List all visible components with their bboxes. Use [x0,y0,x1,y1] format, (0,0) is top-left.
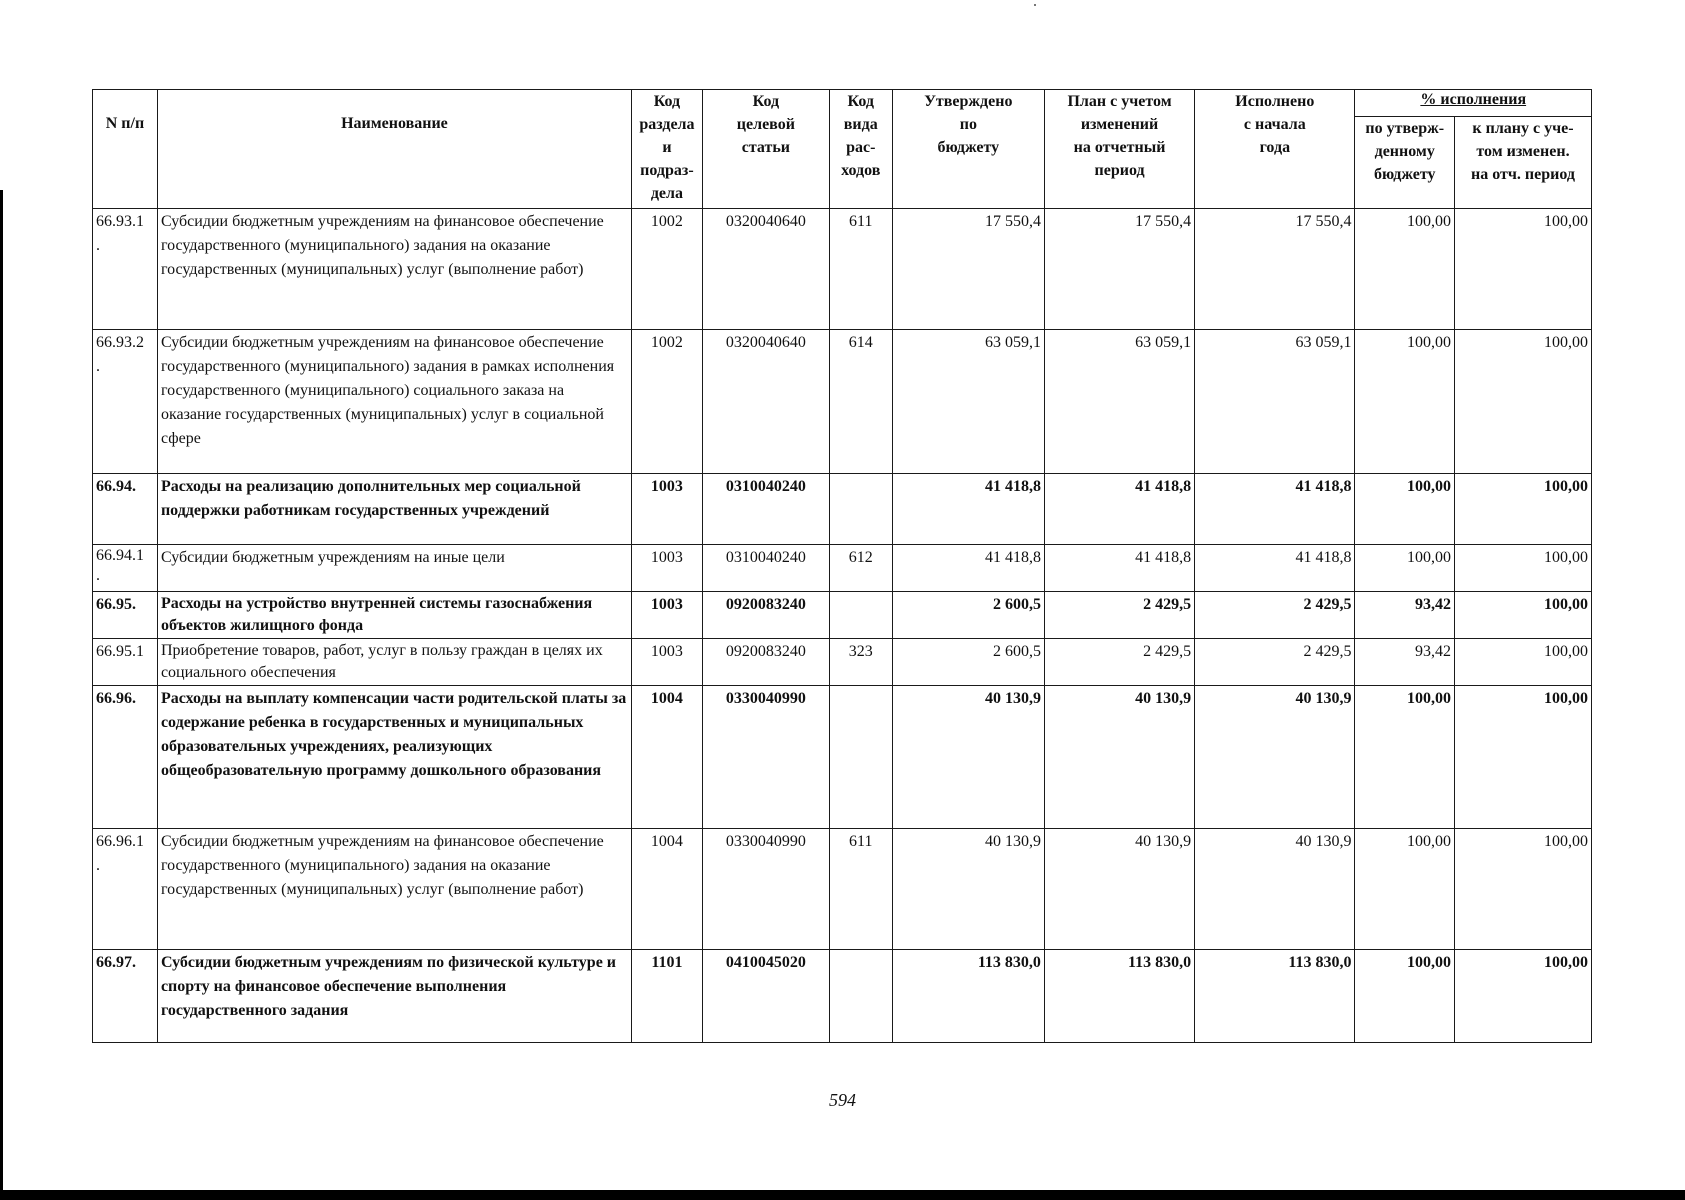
row-pct-plan: 100,00 [1454,474,1591,545]
row-kind-code: 611 [829,209,892,330]
row-pct-budget: 93,42 [1355,639,1454,686]
row-plan: 40 130,9 [1044,686,1194,829]
row-pct-plan: 100,00 [1454,686,1591,829]
scan-bottom-edge [0,1190,1685,1200]
header-done: Исполнено с начала года [1195,90,1355,209]
row-name: Расходы на выплату компенсации части родительской платы за содержание ребенка в государственных и муниципальных образовательных учреждениях, реализующих общеобразовательную программу дошкольного образования [157,686,631,829]
row-pct-budget: 100,00 [1355,330,1454,474]
row-done: 2 429,5 [1195,639,1355,686]
row-pct-budget: 100,00 [1355,545,1454,592]
row-approved: 63 059,1 [892,330,1044,474]
row-name: Субсидии бюджетным учреждениям на финансовое обеспечение государственного (муниципального) задания на оказание государственных (муниципальных) услуг (выполнение работ) [157,829,631,950]
row-approved: 40 130,9 [892,829,1044,950]
table-row [93,209,1592,330]
table-row [93,639,1592,686]
row-section-code: 1002 [631,209,702,330]
row-num: 66.95.1 [93,639,158,686]
row-pct-plan: 100,00 [1454,330,1591,474]
table-body [93,209,1592,1043]
row-approved: 113 830,0 [892,950,1044,1043]
row-section-code: 1101 [631,950,702,1043]
row-article-code: 0920083240 [702,639,829,686]
row-approved: 40 130,9 [892,686,1044,829]
row-section-code: 1004 [631,686,702,829]
row-section-code: 1004 [631,829,702,950]
row-section-code: 1003 [631,639,702,686]
header-approved: Утверждено по бюджету [892,90,1044,209]
table-row [93,330,1592,474]
row-kind-code: 612 [829,545,892,592]
row-name: Приобретение товаров, работ, услуг в пользу граждан в целях их социального обеспечения [157,639,631,686]
header-plan: План с учетом изменений на отчетный период [1044,90,1194,209]
table-row [93,829,1592,950]
row-plan: 2 429,5 [1044,639,1194,686]
row-plan: 41 418,8 [1044,474,1194,545]
row-pct-plan: 100,00 [1454,829,1591,950]
row-article-code: 0310040240 [702,474,829,545]
row-article-code: 0410045020 [702,950,829,1043]
row-name: Субсидии бюджетным учреждениям на финансовое обеспечение государственного (муниципального) задания в рамках исполнения государственного (муниципального) социального заказа на оказание государственных (муниципальных) услуг в социальной сфере [157,330,631,474]
header-section-code: Код раздела и подраз- дела [631,90,702,209]
budget-execution-table [92,89,1592,1043]
row-section-code: 1003 [631,474,702,545]
row-done: 40 130,9 [1195,686,1355,829]
row-num: 66.94. [93,474,158,545]
row-plan: 2 429,5 [1044,592,1194,639]
budget-table-container [92,89,1592,1043]
header-pct-plan: к плану с уче- том изменен. на отч. период [1454,117,1591,209]
row-name: Расходы на реализацию дополнительных мер социальной поддержки работникам государственных учреждений [157,474,631,545]
row-kind-code [829,686,892,829]
row-num: 66.93.1 . [93,209,158,330]
row-done: 63 059,1 [1195,330,1355,474]
row-pct-budget: 100,00 [1355,950,1454,1043]
table-row [93,545,1592,592]
row-num: 66.94.1 . [93,545,158,592]
table-row [93,592,1592,639]
row-plan: 40 130,9 [1044,829,1194,950]
row-kind-code: 611 [829,829,892,950]
row-pct-plan: 100,00 [1454,950,1591,1043]
row-name: Субсидии бюджетным учреждениям на иные цели [157,545,631,592]
row-kind-code [829,592,892,639]
row-done: 2 429,5 [1195,592,1355,639]
table-row [93,950,1592,1043]
row-approved: 41 418,8 [892,545,1044,592]
header-pct-group: % исполнения [1355,90,1592,117]
row-num: 66.96.1 . [93,829,158,950]
row-num: 66.97. [93,950,158,1043]
row-approved: 41 418,8 [892,474,1044,545]
row-name: Субсидии бюджетным учреждениям по физической культуре и спорту на финансовое обеспечение выполнения государственного задания [157,950,631,1043]
header-article-code: Код целевой статьи [702,90,829,209]
header-num: N п/п [93,90,158,209]
scan-speck [1034,4,1036,6]
row-article-code: 0920083240 [702,592,829,639]
row-plan: 17 550,4 [1044,209,1194,330]
row-plan: 63 059,1 [1044,330,1194,474]
row-section-code: 1003 [631,545,702,592]
row-approved: 2 600,5 [892,592,1044,639]
row-pct-budget: 100,00 [1355,209,1454,330]
row-article-code: 0310040240 [702,545,829,592]
header-pct-budget: по утверж- денному бюджету [1355,117,1454,209]
row-approved: 17 550,4 [892,209,1044,330]
row-article-code: 0320040640 [702,209,829,330]
row-num: 66.95. [93,592,158,639]
table-row [93,686,1592,829]
row-approved: 2 600,5 [892,639,1044,686]
row-plan: 41 418,8 [1044,545,1194,592]
row-name: Субсидии бюджетным учреждениям на финансовое обеспечение государственного (муниципального) задания на оказание государственных (муниципальных) услуг (выполнение работ) [157,209,631,330]
table-row [93,474,1592,545]
row-section-code: 1002 [631,330,702,474]
row-kind-code: 323 [829,639,892,686]
header-kind-code: Код вида рас- ходов [829,90,892,209]
row-done: 41 418,8 [1195,474,1355,545]
row-done: 113 830,0 [1195,950,1355,1043]
row-article-code: 0320040640 [702,330,829,474]
row-kind-code: 614 [829,330,892,474]
table-header [93,90,1592,209]
row-pct-budget: 93,42 [1355,592,1454,639]
row-name: Расходы на устройство внутренней системы газоснабжения объектов жилищного фонда [157,592,631,639]
row-pct-budget: 100,00 [1355,829,1454,950]
row-kind-code [829,950,892,1043]
row-article-code: 0330040990 [702,686,829,829]
row-pct-plan: 100,00 [1454,209,1591,330]
header-name: Наименование [157,90,631,209]
row-pct-plan: 100,00 [1454,545,1591,592]
row-done: 40 130,9 [1195,829,1355,950]
row-num: 66.93.2 . [93,330,158,474]
row-pct-budget: 100,00 [1355,474,1454,545]
row-plan: 113 830,0 [1044,950,1194,1043]
row-pct-plan: 100,00 [1454,592,1591,639]
row-pct-plan: 100,00 [1454,639,1591,686]
row-kind-code [829,474,892,545]
row-done: 17 550,4 [1195,209,1355,330]
row-done: 41 418,8 [1195,545,1355,592]
row-article-code: 0330040990 [702,829,829,950]
row-section-code: 1003 [631,592,702,639]
row-pct-budget: 100,00 [1355,686,1454,829]
page-number: 594 [829,1090,856,1110]
scan-left-edge [0,190,3,1200]
row-num: 66.96. [93,686,158,829]
